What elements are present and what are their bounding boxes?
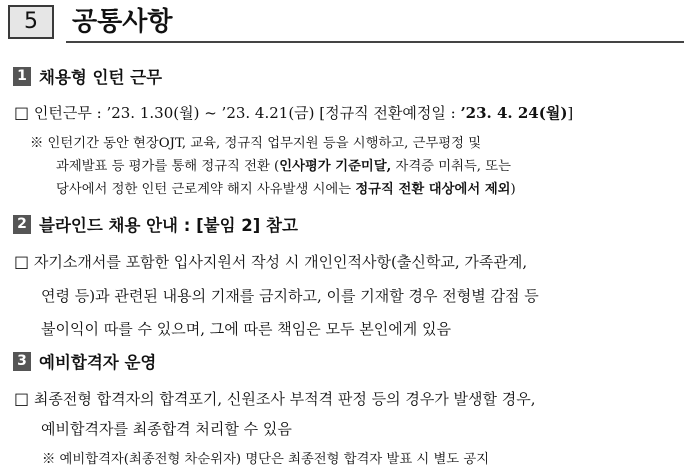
subsection-1-heading — [13, 64, 162, 86]
sub1-note-text2-end: 자격증 미취득, 또는 — [391, 159, 511, 174]
subsection-3-heading — [13, 349, 156, 371]
checkbox-icon: □ — [14, 389, 30, 408]
section-number: 5 — [8, 5, 54, 39]
sub1-bullet-date: ’23. 4. 24(월) — [460, 104, 568, 122]
subsection-3-number: 3 — [13, 352, 31, 371]
subsection-2-title: 블라인드 채용 안내 : [붙임 2] 참고 — [39, 216, 298, 235]
sub3-line2: 예비합격자를 최종합격 처리할 수 있음 — [41, 420, 292, 438]
sub1-note-line3 — [56, 178, 516, 197]
sub3-line1 — [14, 388, 536, 409]
section-title: 공통사항 — [72, 7, 173, 37]
sub1-note-bold3: 정규직 전환 대상에서 제외 — [355, 182, 511, 197]
note-mark-icon: ※ — [42, 452, 56, 467]
sub3-note-text: 예비합격자(최종전형 차순위자) 명단은 최종전형 합격자 발표 시 별도 공지 — [59, 452, 490, 467]
subsection-1-title: 채용형 인턴 근무 — [39, 68, 163, 87]
sub1-note-text3-end: ) — [510, 182, 516, 197]
subsection-2-number: 2 — [13, 215, 31, 234]
sub1-note-bold2: 인사평가 기준미달, — [279, 159, 392, 174]
sub1-bullet-close: ] — [567, 104, 574, 122]
section-header — [8, 3, 684, 45]
sub3-text1: 최종전형 합격자의 합격포기, 신원조사 부적격 판정 등의 경우가 발생할 경우, — [33, 390, 536, 408]
sub2-line2: 연령 등)과 관련된 내용의 기재를 금지하고, 이를 기재할 경우 전형별 감점 등 — [41, 287, 539, 305]
sub3-note — [42, 448, 489, 467]
subsection-2-heading — [13, 212, 298, 234]
sub2-text1: 자기소개서를 포함한 입사지원서 작성 시 개인인적사항(출신학교, 가족관계, — [33, 253, 528, 271]
sub1-note-text3: 당사에서 정한 인턴 근로계약 해지 사유발생 시에는 — [56, 182, 356, 197]
title-underline — [66, 41, 684, 43]
checkbox-icon: □ — [14, 252, 30, 271]
sub1-bullet-text: 인턴근무 : ’23. 1.30(월) ~ ’23. 4.21(금) [정규직 전환예정일 : — [33, 104, 461, 122]
sub1-note-line1 — [30, 132, 481, 151]
sub1-bullet — [14, 102, 573, 123]
sub1-note-line2 — [56, 155, 511, 174]
subsection-3-title: 예비합격자 운영 — [39, 353, 157, 372]
sub2-line1 — [14, 251, 527, 272]
checkbox-icon: □ — [14, 103, 30, 122]
sub1-note-text1: 인턴기간 동안 현장OJT, 교육, 정규직 업무지원 등을 시행하고, 근무평정 및 — [47, 136, 482, 151]
sub1-note-text2: 과제발표 등 평가를 통해 정규직 전환 ( — [56, 159, 280, 174]
sub2-line3: 불이익이 따를 수 있으며, 그에 따른 책임은 모두 본인에게 있음 — [41, 320, 451, 338]
note-mark-icon: ※ — [30, 136, 44, 151]
subsection-1-number: 1 — [13, 67, 31, 86]
